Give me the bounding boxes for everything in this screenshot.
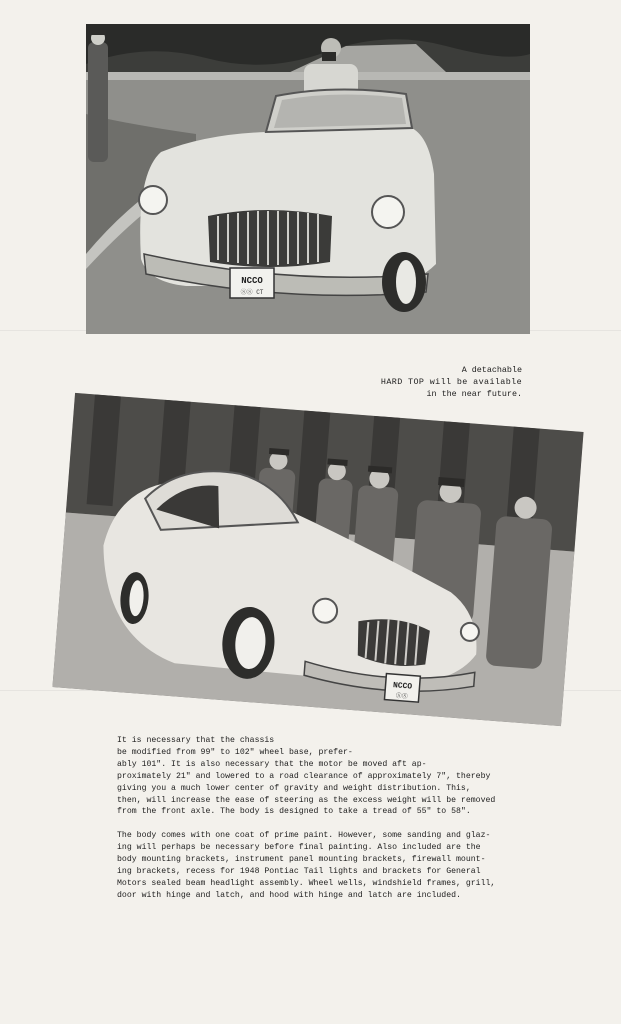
caption-line: A detachable — [461, 365, 522, 375]
photo2-plate-sub: ⓈⓈ — [395, 692, 409, 701]
text-line: door with hinge and latch, and hood with hinge and latch are included. — [117, 890, 461, 900]
text-line: giving you a much lower center of gravity and weight distribution. This, — [117, 783, 471, 793]
hardtop-caption — [362, 364, 522, 400]
text-line: The body comes with one coat of prime paint. However, some sanding and glaz- — [117, 831, 491, 841]
photo1-plate-text: NCCO — [241, 276, 263, 286]
caption-line: in the near future. — [426, 389, 522, 399]
hardtop-car-photo — [52, 393, 583, 726]
text-line: proximately 21" and lowered to a road clearance of approximately 7", thereby — [117, 771, 491, 781]
text-line: ably 101". It is also necessary that the motor be moved aft ap- — [117, 759, 427, 769]
text-line: ing will perhaps be necessary before final painting. Also included are the — [117, 843, 481, 853]
text-line: body mounting brackets, instrument panel mounting brackets, firewall mount- — [117, 855, 486, 865]
text-line: It is necessary that the chassis — [117, 736, 275, 745]
text-line: ing brackets, recess for 1948 Pontiac Tail lights and brackets for General — [117, 867, 481, 877]
caption-line: HARD TOP will be available — [380, 377, 522, 387]
text-line: Motors sealed beam headlight assembly. Wheel wells, windshield frames, grill, — [117, 878, 496, 888]
text-line: be modified from 99" to 102" wheel base, prefer- — [117, 747, 353, 757]
photo2-plate-text: NCCO — [392, 681, 413, 692]
photo1-plate-sub: ⓈⓈ CT — [240, 289, 264, 296]
text-line: then, will increase the ease of steering as the excess weight will be removed — [117, 795, 496, 805]
paragraph-chassis — [117, 735, 517, 818]
roadster-photo — [86, 24, 530, 334]
description-text — [117, 735, 517, 902]
paragraph-body — [117, 830, 517, 901]
text-line: from the front axle. The body is designed to take a tread of 55" to 58". — [117, 807, 471, 817]
